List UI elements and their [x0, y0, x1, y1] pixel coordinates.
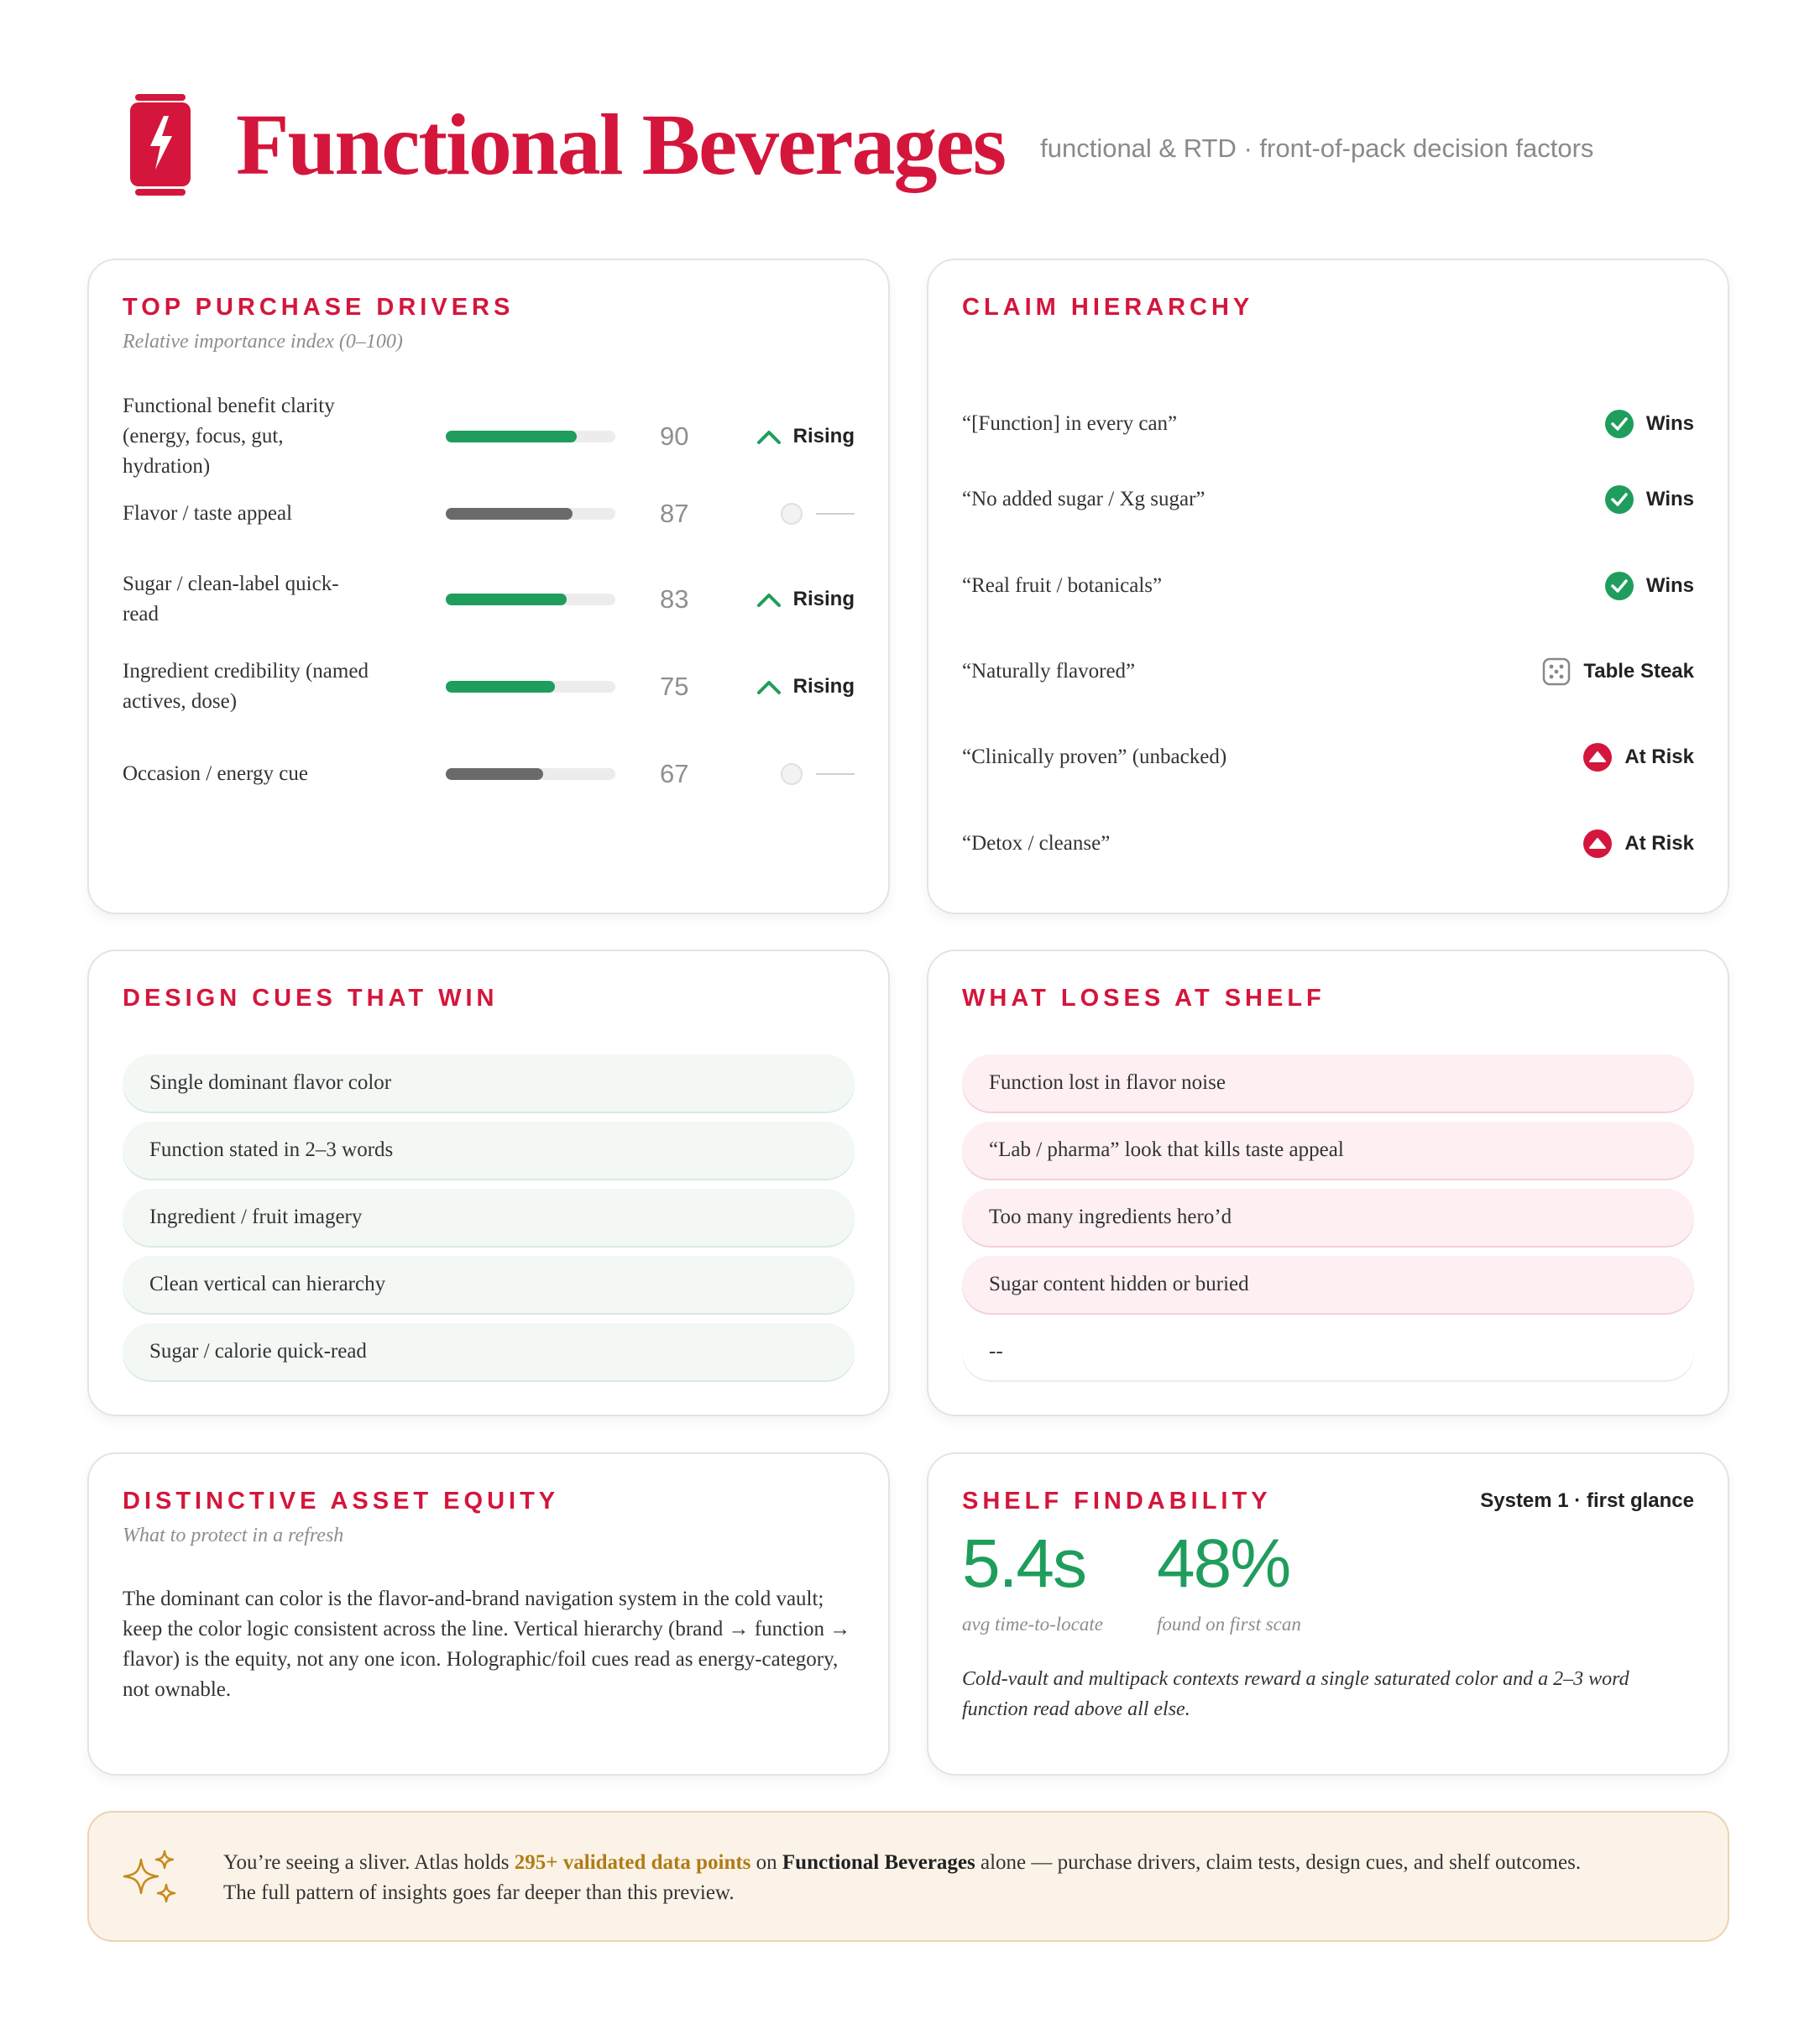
- claim-status: [1604, 409, 1694, 439]
- asset-equity-card: [87, 1452, 890, 1776]
- design-cue-pill: Single dominant flavor color: [123, 1054, 855, 1112]
- driver-bar-fill: [446, 681, 555, 693]
- rising-arrow-icon: [756, 428, 782, 445]
- check-circle-icon: [1604, 484, 1634, 515]
- design-cue-pill: Clean vertical can hierarchy: [123, 1256, 855, 1313]
- design-cue-pill: Sugar / calorie quick-read: [123, 1323, 855, 1380]
- driver-row: [123, 740, 855, 808]
- claim-text: “Detox / cleanse”: [962, 832, 1111, 855]
- claim-status-label: Wins: [1645, 488, 1694, 510]
- claim-row: [962, 732, 1694, 782]
- banner-mid: on: [750, 1851, 782, 1874]
- claim-status: [1604, 484, 1694, 515]
- claim-row: [962, 399, 1694, 449]
- driver-row: [123, 395, 855, 478]
- found-first-scan-value: 48%: [1157, 1525, 1290, 1602]
- claim-status-label: At Risk: [1624, 746, 1694, 768]
- claim-status: [1604, 571, 1694, 601]
- claim-row: [962, 561, 1694, 611]
- trend-indicator: [781, 503, 855, 525]
- banner-prefix: You’re seeing a sliver. Atlas holds: [223, 1851, 515, 1874]
- driver-value: 67: [660, 759, 689, 788]
- page-title: Functional Beverages: [236, 97, 1006, 193]
- design-cue-pill: Ingredient / fruit imagery: [123, 1189, 855, 1246]
- warning-circle-icon: [1582, 829, 1613, 859]
- claim-status-label: Wins: [1645, 574, 1694, 597]
- claim-row: [962, 646, 1694, 697]
- driver-bar-fill: [446, 508, 573, 520]
- claims-title: CLAIM HIERARCHY: [962, 294, 1254, 321]
- driver-bar-track: [446, 431, 615, 442]
- check-circle-icon: [1604, 571, 1634, 601]
- claim-text: “[Function] in every can”: [962, 412, 1178, 435]
- loses-pill: --: [962, 1323, 1694, 1380]
- time-to-locate-value: 5.4s: [962, 1525, 1085, 1602]
- driver-label: Ingredient credibility (named actives, dose): [123, 660, 369, 713]
- driver-value: 90: [660, 421, 689, 451]
- claim-status-label: Wins: [1645, 412, 1694, 435]
- driver-bar-fill: [446, 431, 577, 442]
- driver-label: Flavor / taste appeal: [123, 502, 293, 525]
- dice-icon: [1541, 657, 1572, 687]
- claims-card: [927, 259, 1729, 914]
- found-first-scan-label: found on first scan: [1157, 1614, 1301, 1635]
- loses-pill: Sugar content hidden or buried: [962, 1256, 1694, 1313]
- flat-dot-icon: [781, 503, 803, 525]
- loses-pill: Function lost in flavor noise: [962, 1054, 1694, 1112]
- driver-row: [123, 566, 855, 633]
- trend-indicator: [781, 763, 855, 785]
- trend-label: Rising: [792, 425, 855, 447]
- design-cues-card: [87, 950, 890, 1416]
- driver-value: 87: [660, 499, 689, 528]
- driver-bar-fill: [446, 768, 543, 780]
- design-cue-pill: Function stated in 2–3 words: [123, 1122, 855, 1179]
- driver-bar-track: [446, 681, 615, 693]
- upsell-banner: [87, 1811, 1729, 1942]
- driver-bar-fill: [446, 594, 567, 605]
- energy-can-icon: [130, 94, 191, 196]
- drivers-card: [87, 259, 890, 914]
- driver-row: [123, 480, 855, 547]
- driver-value: 83: [660, 584, 689, 614]
- time-to-locate-label: avg time-to-locate: [962, 1614, 1103, 1635]
- trend-label: Rising: [792, 588, 855, 610]
- banner-highlight: 295+ validated data points: [514, 1851, 751, 1874]
- driver-value: 75: [660, 672, 689, 701]
- claim-status: [1541, 657, 1694, 687]
- claim-text: “Real fruit / botanicals”: [962, 574, 1163, 597]
- claim-text: “Naturally flavored”: [962, 660, 1136, 683]
- drivers-subtitle: Relative importance index (0–100): [123, 331, 403, 353]
- rising-arrow-icon: [756, 591, 782, 608]
- sparkle-icon: [119, 1848, 181, 1910]
- claim-status-label: Table Steak: [1583, 660, 1694, 683]
- loses-title: WHAT LOSES AT SHELF: [962, 985, 1326, 1012]
- flat-dot-icon: [781, 763, 803, 785]
- findability-note: Cold-vault and multipack contexts reward a single saturated color and a 2–3 word function read above all else.: [962, 1668, 1629, 1720]
- driver-bar-track: [446, 508, 615, 520]
- drivers-title: TOP PURCHASE DRIVERS: [123, 294, 515, 321]
- driver-label: Functional benefit clarity (energy, focus, gut, hydration): [123, 395, 335, 478]
- page-header: [130, 91, 1593, 200]
- claim-row: [962, 474, 1694, 525]
- trend-indicator: [756, 588, 855, 611]
- asset-equity-subtitle: What to protect in a refresh: [123, 1525, 344, 1546]
- claim-text: “No added sugar / Xg sugar”: [962, 488, 1205, 510]
- claim-text: “Clinically proven” (unbacked): [962, 746, 1227, 768]
- flat-line-icon: [816, 513, 855, 515]
- claim-status: [1582, 829, 1694, 859]
- flat-line-icon: [816, 773, 855, 775]
- claim-status: [1582, 742, 1694, 772]
- system-label: System 1 · first glance: [1480, 1489, 1694, 1512]
- driver-bar-track: [446, 768, 615, 780]
- trend-indicator: [756, 425, 855, 448]
- findability-title: SHELF FINDABILITY: [962, 1488, 1272, 1515]
- loses-pill: Too many ingredients hero’d: [962, 1189, 1694, 1246]
- driver-row: [123, 653, 855, 720]
- loses-card: [927, 950, 1729, 1416]
- found-first-scan-stat: [1157, 1525, 1301, 1635]
- time-to-locate-stat: [962, 1525, 1103, 1635]
- driver-bar-track: [446, 594, 615, 605]
- asset-equity-body: The dominant can color is the flavor-and-brand navigation system in the cold vault; keep the color logic consistent across the line. Vertical hierarchy (brand → function → flavor) is the equity, not any one icon. Holographic/foil cues read as energy-category, not ownable.: [123, 1588, 851, 1701]
- page-subtitle: functional & RTD · front-of-pack decision factors: [1040, 133, 1594, 163]
- banner-suffix: alone — purchase drivers, claim tests, design cues, and shelf outcomes. The full pattern of insights goes far deeper than this preview.: [223, 1851, 1582, 1904]
- design-cues-title: DESIGN CUES THAT WIN: [123, 985, 499, 1012]
- asset-equity-title: DISTINCTIVE ASSET EQUITY: [123, 1488, 560, 1515]
- driver-label: Occasion / energy cue: [123, 762, 308, 785]
- trend-indicator: [756, 675, 855, 698]
- driver-label: Sugar / clean-label quick-read: [123, 573, 339, 625]
- rising-arrow-icon: [756, 678, 782, 695]
- banner-text: [223, 1848, 1593, 1908]
- check-circle-icon: [1604, 409, 1634, 439]
- banner-category: Functional Beverages: [782, 1851, 975, 1874]
- loses-pill: “Lab / pharma” look that kills taste appeal: [962, 1122, 1694, 1179]
- claim-status-label: At Risk: [1624, 832, 1694, 855]
- findability-card: [927, 1452, 1729, 1776]
- claim-row: [962, 819, 1694, 869]
- trend-label: Rising: [792, 675, 855, 698]
- warning-circle-icon: [1582, 742, 1613, 772]
